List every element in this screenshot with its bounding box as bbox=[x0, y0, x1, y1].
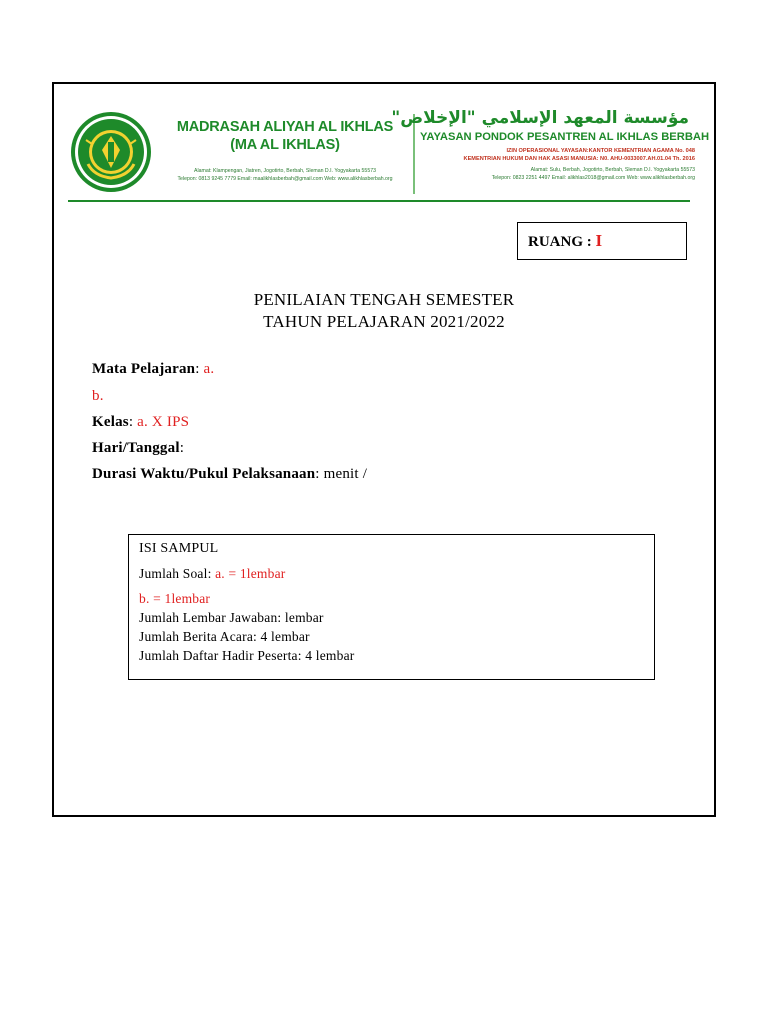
envelope-contents-box bbox=[128, 534, 655, 680]
subject-a-value: a. bbox=[203, 361, 215, 377]
questions-count-line bbox=[139, 566, 285, 582]
letterhead bbox=[68, 108, 710, 208]
academic-year-title: TAHUN PELAJARAN 2021/2022 bbox=[263, 312, 505, 331]
answer-sheets-line: Jumlah Lembar Jawaban: lembar bbox=[139, 610, 324, 625]
class-value: a. X IPS bbox=[137, 414, 190, 430]
subject-colon: : bbox=[195, 361, 200, 377]
questions-b-value: b. = 1lembar bbox=[139, 591, 211, 606]
subject-line bbox=[92, 361, 214, 378]
foundation-address: Alamat: Sulu, Berbah, Jogotirto, Berbah, Sleman D.I. Yogyakarta 55573 bbox=[530, 167, 695, 173]
document-page bbox=[52, 82, 716, 817]
minutes-line: Jumlah Berita Acara: 4 lembar bbox=[139, 629, 310, 644]
room-value: I bbox=[595, 231, 603, 250]
school-short-name: (MA AL IKHLAS) bbox=[230, 137, 340, 153]
questions-label: Jumlah Soal: bbox=[139, 566, 216, 581]
duration-line bbox=[92, 466, 367, 483]
school-identity bbox=[160, 118, 410, 183]
class-label: Kelas bbox=[92, 414, 129, 430]
subject-label: Mata Pelajaran bbox=[92, 361, 196, 377]
room-label: RUANG : bbox=[528, 234, 596, 250]
foundation-permit-2: KEMENTRIAN HUKUM DAN HAK ASASI MANUSIA: N0. AHU-0033007.AH.01.04 Th. 2016 bbox=[463, 156, 695, 162]
school-address: Alamat: Klampengan, Jiatren, Jogotirto, Berbah, Sleman D.I. Yogyakarta 55573 bbox=[194, 168, 376, 174]
header-rule bbox=[68, 200, 690, 202]
class-line bbox=[92, 414, 189, 431]
date-line bbox=[92, 440, 184, 457]
class-colon: : bbox=[128, 414, 134, 430]
foundation-permit-1: IZIN OPERASIONAL YAYASAN:KANTOR KEMENTRIAN AGAMA No. 048 bbox=[506, 148, 695, 154]
room-label-line bbox=[528, 231, 602, 251]
school-name: MADRASAH ALIYAH AL IKHLAS bbox=[176, 119, 394, 135]
subject-b-line bbox=[92, 388, 104, 405]
duration-label: Durasi Waktu/Pukul Pelaksanaan bbox=[92, 466, 316, 482]
foundation-name: YAYASAN PONDOK PESANTREN AL IKHLAS BERBAH bbox=[420, 131, 710, 143]
foundation-identity bbox=[391, 108, 710, 182]
attendance-line: Jumlah Daftar Hadir Peserta: 4 lembar bbox=[139, 648, 355, 663]
date-label: Hari/Tanggal bbox=[92, 440, 180, 456]
room-box bbox=[517, 222, 687, 260]
contents-title: ISI SAMPUL bbox=[139, 541, 219, 556]
foundation-arabic-name: مؤسسة المعهد الإسلامي "الإخلاص" bbox=[391, 108, 689, 128]
subject-b-value: b. bbox=[92, 388, 104, 404]
date-colon: : bbox=[179, 440, 185, 456]
questions-a-value: a. = 1lembar bbox=[215, 566, 286, 581]
foundation-contact: Telepon: 0823 2251 4497 Email: alikhlas2018@gmail.com Web: www.alikhlasberbah.org bbox=[491, 175, 695, 181]
school-logo-icon bbox=[68, 110, 154, 194]
duration-value: : menit / bbox=[315, 466, 368, 482]
school-contact: Telepon: 0813 9245 7779 Email: maalikhlasberbah@gmail.com Web: www.alikhlasberbah.org bbox=[177, 176, 393, 182]
exam-title: PENILAIAN TENGAH SEMESTER bbox=[253, 290, 515, 309]
